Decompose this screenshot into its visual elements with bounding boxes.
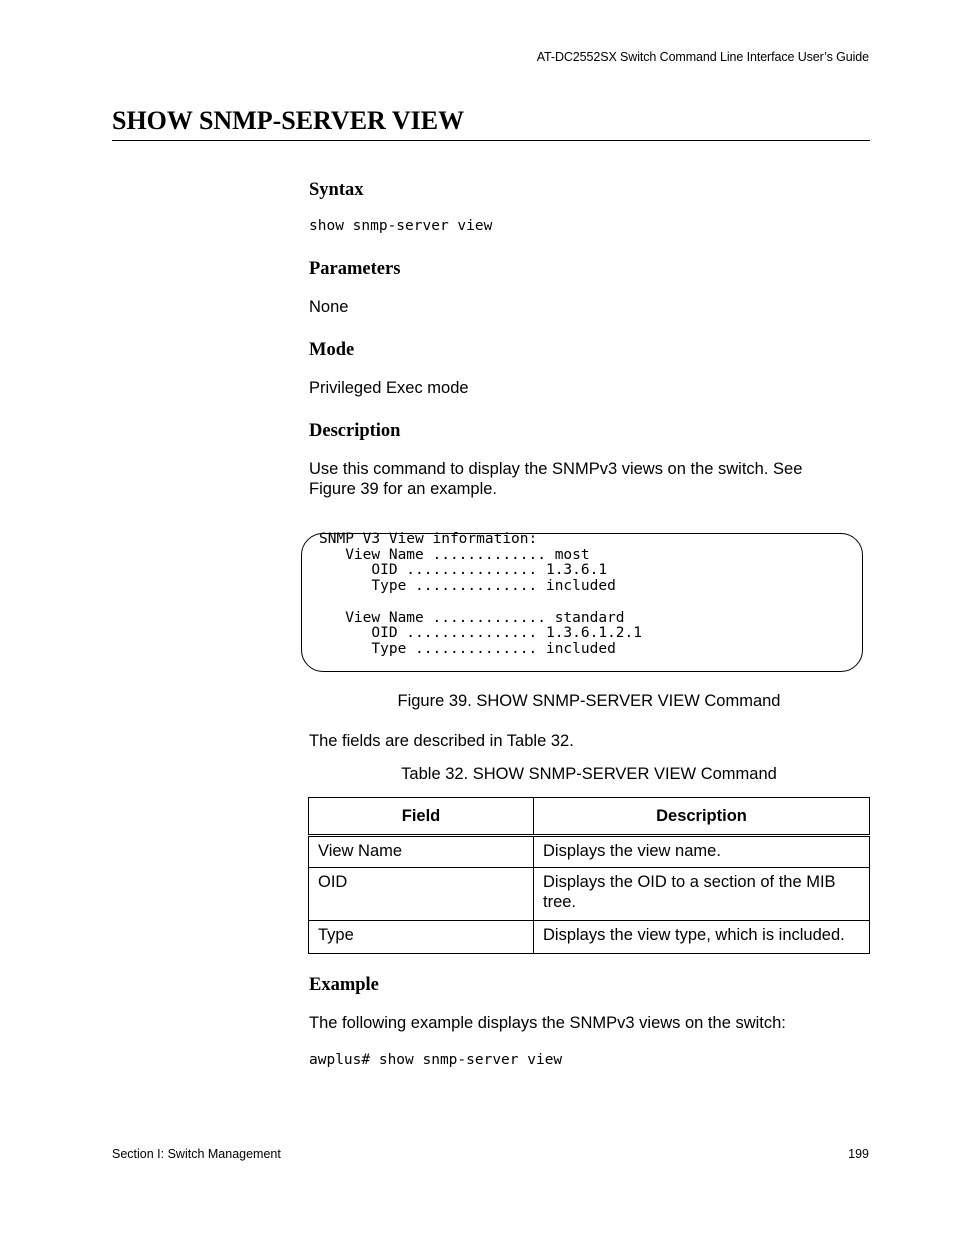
description-line-1: Use this command to display the SNMPv3 views on the switch. See — [309, 460, 803, 478]
parameters-heading: Parameters — [309, 259, 401, 279]
column-header-field: Field — [309, 798, 534, 836]
mode-heading: Mode — [309, 340, 355, 360]
table-cell-field: View Name — [309, 836, 534, 868]
footer-section: Section I: Switch Management — [112, 1147, 281, 1161]
table-row — [309, 868, 870, 921]
column-header-description: Description — [534, 798, 870, 836]
page-title: SHOW SNMP-SERVER VIEW — [112, 106, 465, 135]
fields-intro: The fields are described in Table 32. — [309, 732, 574, 750]
mode-text: Privileged Exec mode — [309, 379, 469, 397]
example-command: awplus# show snmp-server view — [309, 1052, 563, 1068]
fields-table — [308, 797, 870, 954]
title-rule — [112, 140, 870, 141]
figure-line: View Name ............. most — [319, 546, 590, 563]
description-heading: Description — [309, 421, 401, 441]
figure-line: Type .............. included — [319, 578, 616, 595]
figure-line: OID ............... 1.3.6.1.2.1 — [319, 625, 643, 642]
table-caption: Table 32. SHOW SNMP-SERVER VIEW Command — [401, 765, 777, 783]
figure-line: Type .............. included — [319, 640, 616, 657]
page-number: 199 — [848, 1147, 869, 1161]
figure-output — [319, 532, 642, 658]
table-row — [309, 921, 870, 954]
description-line-2: Figure 39 for an example. — [309, 480, 498, 498]
example-heading: Example — [309, 975, 379, 995]
figure-line: OID ............... 1.3.6.1 — [319, 562, 608, 579]
figure-line: View Name ............. standard — [319, 609, 625, 626]
table-cell-description: Displays the view type, which is included. — [534, 921, 870, 954]
parameters-text: None — [309, 298, 349, 316]
table-header-row — [309, 798, 870, 836]
table-cell-field: OID — [309, 868, 534, 921]
syntax-heading: Syntax — [309, 180, 364, 200]
figure-caption: Figure 39. SHOW SNMP-SERVER VIEW Command — [397, 692, 781, 710]
table-cell-description: Displays the OID to a section of the MIB tree. — [534, 868, 870, 921]
example-text: The following example displays the SNMPv3 views on the switch: — [309, 1014, 786, 1032]
figure-line: SNMP V3 View information: — [319, 531, 538, 547]
running-header: AT-DC2552SX Switch Command Line Interface User’s Guide — [536, 50, 869, 64]
table-cell-description: Displays the view name. — [534, 836, 870, 868]
table-cell-field: Type — [309, 921, 534, 954]
table-row — [309, 836, 870, 868]
syntax-command: show snmp-server view — [309, 218, 493, 234]
